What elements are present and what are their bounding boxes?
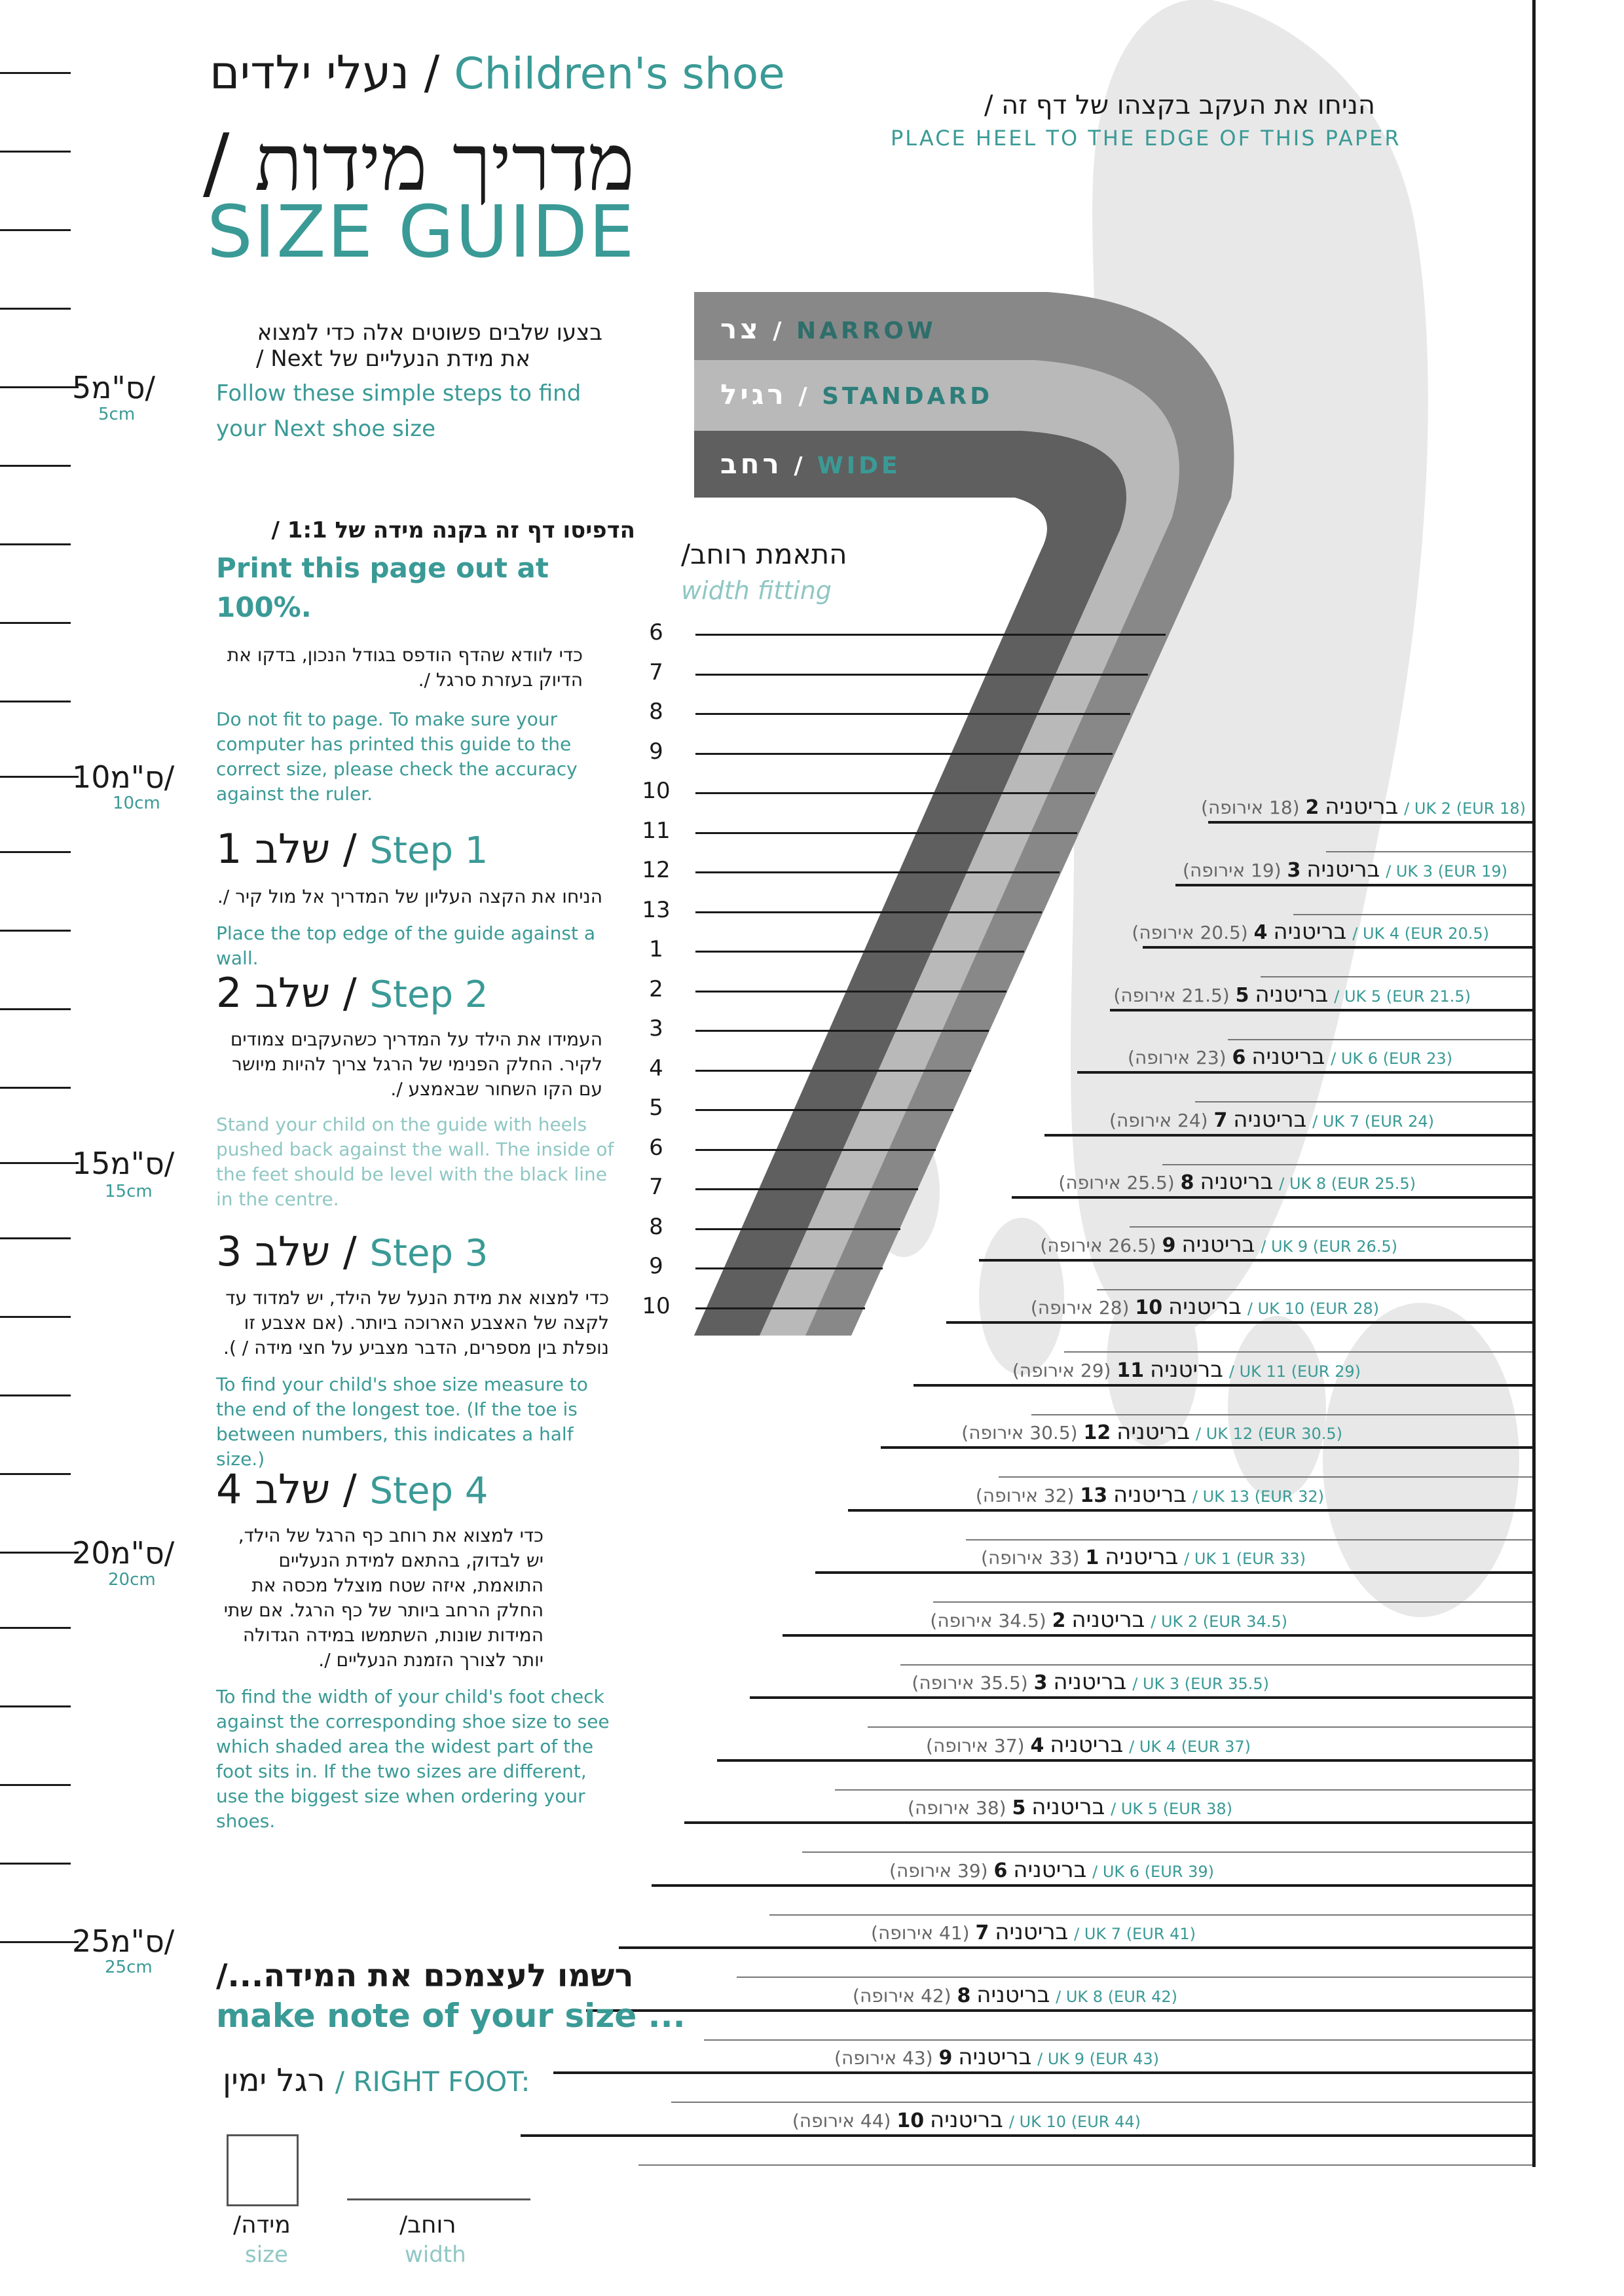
uk-label-hebrew: בריטניה xyxy=(958,2044,1032,2070)
width-line xyxy=(695,792,1095,794)
band-label-narrow: צר / NARROW xyxy=(720,313,936,345)
size-row-line xyxy=(553,2071,1532,2074)
width-number: 9 xyxy=(649,738,663,765)
size-row-label xyxy=(926,1732,1251,1758)
size-row-label xyxy=(871,1919,1196,1945)
eur-size-hebrew: (43 אירופה) xyxy=(834,2047,933,2069)
ruler-tick xyxy=(0,1473,71,1475)
step-4-hebrew: כדי למצוא את רוחב כף הרגל של הילד, יש לבדוק, בהתאם למידת הנעליים התואמת, איזה שטח מוצלל מכסה את החלק הרחב ביותר של כף הרגל. אם שתי המידות שונות, השתמשו במידה הגדולה יותר לצורך הזמנת הנעליים /. xyxy=(223,1525,544,1671)
size-row-line xyxy=(750,1696,1532,1699)
ruler-label-20: 20/ס"מ xyxy=(72,1535,175,1571)
print-hebrew: הדפיסו דף זה בקנה מידה של 1:1 / xyxy=(271,517,635,543)
size-row-line xyxy=(717,1759,1532,1762)
width-number: 4 xyxy=(649,1055,663,1082)
size-row-subline xyxy=(1261,976,1532,977)
eur-size-hebrew: (20.5 אירופה) xyxy=(1132,922,1248,943)
ruler-sublabel-20: 20cm xyxy=(108,1570,156,1590)
size-row-subline xyxy=(868,1726,1532,1728)
eur-size-hebrew: (41 אירופה) xyxy=(871,1922,970,1944)
size-row-subline xyxy=(1064,1351,1532,1353)
step-4-english: To find the width of your child's foot check against the corresponding shoe size to see which shaded area the widest part of the foot sits in. If the two sizes are different, use the biggest size when ordering your shoes. xyxy=(216,1686,610,1832)
step-1-hebrew: הניחו את הקצה העליון של המדריך אל מול קיר /. xyxy=(217,886,602,907)
intro-english: Follow these simple steps to find your Next shoe size xyxy=(216,380,581,442)
uk-label-hebrew: בריטניה xyxy=(1200,1169,1274,1195)
step-4-title: שלב 4 / Step 4 xyxy=(216,1465,489,1513)
size-row-subline xyxy=(1130,1226,1532,1228)
ruler-tick xyxy=(0,1394,71,1396)
eur-size-hebrew: (37 אירופה) xyxy=(926,1734,1025,1757)
uk-eur-english: / UK 8 (EUR 42) xyxy=(1056,1987,1177,2006)
heel-instruction-english: PLACE HEEL TO THE EDGE OF THIS PAPER xyxy=(891,126,1401,151)
step-3-title: שלב 3 / Step 3 xyxy=(216,1228,489,1275)
size-row-line xyxy=(815,1571,1532,1574)
ruler-sublabel-10: 10cm xyxy=(113,793,160,813)
uk-label-hebrew: בריטניה xyxy=(930,2106,1003,2133)
width-line xyxy=(695,1109,953,1111)
ruler-sublabel-5: 5cm xyxy=(98,405,136,424)
ruler-tick xyxy=(0,1941,79,1943)
ruler-label-15: 15/ס"מ xyxy=(72,1146,175,1181)
step-3-english: To find your child's shoe size measure to the end of the longest toe. (If the toe is between numbers, this indicates a half size.) xyxy=(216,1374,588,1470)
width-line xyxy=(695,1228,900,1230)
ruler-tick xyxy=(0,1552,79,1554)
width-fitting-english: width fitting xyxy=(681,576,832,605)
step-1-english: Place the top edge of the guide against a wall. xyxy=(216,922,596,969)
ruler-tick xyxy=(0,1863,71,1865)
ruler-tick xyxy=(0,229,71,231)
ruler-tick xyxy=(0,701,71,702)
eur-size-hebrew: (26.5 אירופה) xyxy=(1040,1234,1156,1256)
uk-size-number: 7 xyxy=(1213,1108,1228,1132)
uk-eur-english: / UK 1 (EUR 33) xyxy=(1184,1550,1306,1568)
width-number: 11 xyxy=(642,817,671,844)
eur-size-hebrew: (34.5 אירופה) xyxy=(930,1609,1046,1631)
ruler-tick xyxy=(0,1162,79,1164)
size-row-line xyxy=(979,1259,1532,1262)
uk-label-hebrew: בריטניה xyxy=(1116,1419,1190,1445)
eur-size-hebrew: (39 אירופה) xyxy=(889,1859,988,1882)
ruler-tick xyxy=(0,1705,71,1707)
ruler-tick xyxy=(0,1237,71,1239)
step-4 xyxy=(216,1465,622,1834)
size-row-label xyxy=(1183,856,1507,883)
size-row-subline xyxy=(1162,1164,1532,1165)
intro-hebrew-1: בצעו שלבים פשוטים אלה כדי למצוא xyxy=(257,319,602,346)
uk-label-hebrew: בריטניה xyxy=(976,1981,1050,2008)
step-3-hebrew: כדי למצוא את מידת הנעל של הילד, יש למדוד עד לקצה של האצבע הארוכה ביותר. (אם אצבע זו נופלת בין מספרים, הדבר מצביע על חצי מידה / ). xyxy=(223,1287,609,1358)
width-number: 9 xyxy=(649,1253,663,1279)
size-row-label xyxy=(1201,793,1526,820)
size-row-line xyxy=(652,1884,1532,1887)
width-number: 8 xyxy=(649,1213,663,1240)
uk-label-hebrew: בריטניה xyxy=(1255,981,1329,1008)
size-entry-box[interactable] xyxy=(227,2134,299,2206)
size-row-label xyxy=(834,2044,1159,2070)
uk-size-number: 12 xyxy=(1083,1421,1111,1444)
uk-size-number: 9 xyxy=(1162,1233,1176,1257)
ruler-tick xyxy=(0,308,71,310)
eur-size-hebrew: (33 אירופה) xyxy=(981,1547,1080,1569)
uk-label-hebrew: בריטניה xyxy=(1168,1294,1242,1320)
right-foot-label: רגל ימין / RIGHT FOOT: xyxy=(223,2062,530,2099)
uk-size-number: 8 xyxy=(957,1984,971,2007)
uk-eur-english: / UK 9 (EUR 26.5) xyxy=(1261,1237,1397,1256)
size-row-subline xyxy=(900,1664,1532,1666)
step-2-english: Stand your child on the guide with heels pushed back against the wall. The inside of the feet should be level with the black line in the centre. xyxy=(216,1114,614,1210)
size-row-line xyxy=(946,1321,1532,1324)
ruler-label-5: 5/ס"מ xyxy=(72,370,156,405)
size-row-label xyxy=(930,1607,1287,1633)
uk-size-number: 10 xyxy=(896,2109,925,2132)
width-line xyxy=(695,1030,989,1032)
size-row-label xyxy=(792,2107,1141,2133)
width-fitting-hebrew: התאמת רוחב/ xyxy=(681,538,847,570)
width-line xyxy=(695,753,1113,755)
note-hebrew: רשמו לעצמכם את המידה.../ xyxy=(216,1958,634,1994)
uk-label-hebrew: בריטניה xyxy=(1105,1544,1179,1570)
size-row-subline xyxy=(704,2039,1532,2041)
eur-size-hebrew: (21.5 אירופה) xyxy=(1113,984,1230,1006)
size-row-label xyxy=(1040,1231,1397,1258)
ruler-tick xyxy=(0,1316,71,1318)
uk-size-number: 6 xyxy=(993,1859,1008,1882)
width-line xyxy=(695,832,1077,834)
width-line xyxy=(695,713,1130,715)
title-small: נעלי ילדים / Children's shoe xyxy=(210,46,785,100)
print-english: Print this page out at 100%. xyxy=(216,552,549,623)
uk-label-hebrew: בריטניה xyxy=(1071,1606,1145,1633)
ruler-tick xyxy=(0,465,71,467)
uk-size-number: 5 xyxy=(1235,983,1249,1007)
width-line xyxy=(695,871,1060,873)
uk-label-hebrew: בריטניה xyxy=(1273,919,1347,945)
size-row-line xyxy=(1143,946,1532,949)
eur-size-hebrew: (23 אירופה) xyxy=(1128,1047,1227,1068)
width-number: 1 xyxy=(649,936,663,962)
eur-size-hebrew: (38 אירופה) xyxy=(908,1797,1006,1819)
size-row-subline xyxy=(966,1539,1532,1540)
ruler-tick xyxy=(0,1784,71,1786)
width-line xyxy=(695,1188,918,1190)
size-row-line xyxy=(913,1384,1532,1387)
width-number: 8 xyxy=(649,699,663,725)
width-line xyxy=(695,634,1166,636)
title-english: SIZE GUIDE xyxy=(207,190,636,274)
width-number: 10 xyxy=(642,1292,671,1319)
uk-size-number: 9 xyxy=(938,2047,953,2069)
size-row-label xyxy=(1012,1357,1361,1383)
size-row-label xyxy=(912,1669,1269,1695)
uk-label-hebrew: בריטניה xyxy=(1053,1669,1127,1695)
width-number: 10 xyxy=(642,778,671,804)
uk-eur-english: / UK 13 (EUR 32) xyxy=(1192,1487,1324,1506)
note-english: make note of your size ... xyxy=(216,1997,686,2035)
uk-size-number: 6 xyxy=(1232,1046,1246,1069)
width-number: 5 xyxy=(649,1095,663,1121)
ruler-tick xyxy=(0,1087,71,1089)
intro-hebrew-2: את מידת הנעליים של Next / xyxy=(255,346,530,372)
uk-size-number: 4 xyxy=(1253,921,1268,944)
uk-eur-english: / UK 7 (EUR 24) xyxy=(1312,1112,1434,1131)
size-row-subline xyxy=(999,1476,1532,1478)
size-row-label xyxy=(1132,919,1489,945)
eur-size-hebrew: (35.5 אירופה) xyxy=(912,1672,1028,1694)
size-row-subline xyxy=(933,1601,1532,1603)
uk-eur-english: / UK 12 (EUR 30.5) xyxy=(1195,1425,1342,1443)
ruler-tick xyxy=(0,622,71,624)
size-row-label xyxy=(961,1419,1342,1445)
size-row-label xyxy=(908,1794,1232,1820)
ruler-tick xyxy=(0,1627,71,1629)
size-row-subline xyxy=(1228,1039,1532,1040)
size-row-label xyxy=(981,1544,1306,1570)
ruler-sublabel-15: 15cm xyxy=(105,1182,153,1201)
size-row-label xyxy=(1031,1294,1379,1320)
width-line xyxy=(695,674,1148,676)
ruler-tick xyxy=(0,72,71,74)
size-row-line xyxy=(881,1446,1532,1449)
size-row-label xyxy=(1058,1169,1416,1195)
size-row-label xyxy=(1113,981,1471,1008)
uk-label-hebrew: בריטניה xyxy=(1306,856,1380,883)
print-block xyxy=(216,517,635,807)
uk-eur-english: / UK 3 (EUR 19) xyxy=(1386,862,1507,881)
uk-eur-english: / UK 5 (EUR 21.5) xyxy=(1334,987,1471,1006)
ruler-tick xyxy=(0,543,71,545)
ruler-sublabel-25: 25cm xyxy=(105,1958,153,1977)
uk-size-number: 2 xyxy=(1305,796,1320,819)
uk-size-number: 1 xyxy=(1085,1546,1099,1569)
size-row-subline xyxy=(1195,1101,1532,1102)
width-number: 6 xyxy=(649,619,663,646)
uk-eur-english: / UK 9 (EUR 43) xyxy=(1037,2050,1159,2068)
uk-label-hebrew: בריטניה xyxy=(1013,1856,1087,1883)
uk-eur-english: / UK 4 (EUR 37) xyxy=(1129,1737,1251,1756)
title-hebrew: / מדריך מידות xyxy=(203,118,635,209)
size-row-subline xyxy=(1031,1414,1532,1415)
uk-eur-english: / UK 10 (EUR 44) xyxy=(1008,2112,1141,2131)
width-number: 7 xyxy=(649,659,663,685)
size-row-line xyxy=(684,1821,1532,1824)
uk-size-number: 3 xyxy=(1287,858,1301,882)
size-row-subline xyxy=(671,2102,1532,2103)
width-number: 12 xyxy=(642,857,671,883)
ruler-tick xyxy=(0,386,79,388)
uk-size-number: 8 xyxy=(1180,1171,1194,1194)
size-row-line xyxy=(1175,884,1532,886)
width-line xyxy=(695,1307,865,1309)
print-hebrew-body: כדי לוודא שהדף הודפס בגודל הנכון, בדקו את הדיוק בעזרת סרגל /. xyxy=(227,644,583,691)
step-2 xyxy=(216,969,622,1212)
uk-eur-english: / UK 6 (EUR 39) xyxy=(1092,1862,1214,1881)
width-line xyxy=(695,1267,883,1269)
uk-label-hebrew: בריטניה xyxy=(1251,1044,1325,1070)
uk-label-hebrew: בריטניה xyxy=(1050,1731,1124,1758)
ruler-label-10: 10/ס"מ xyxy=(72,759,175,795)
uk-label-hebrew: בריטניה xyxy=(1233,1106,1307,1133)
size-row-line xyxy=(1208,821,1532,824)
uk-eur-english: / UK 2 (EUR 18) xyxy=(1404,799,1526,818)
size-row-label xyxy=(976,1482,1324,1508)
size-row-subline xyxy=(1293,914,1532,915)
uk-size-number: 11 xyxy=(1116,1358,1145,1382)
size-row-label xyxy=(853,1982,1177,2008)
size-label-english: size xyxy=(245,2242,288,2268)
width-label-hebrew: רוחב/ xyxy=(399,2212,456,2238)
width-line xyxy=(695,1070,971,1072)
uk-size-number: 5 xyxy=(1012,1796,1026,1819)
width-line xyxy=(695,991,1006,993)
size-row-line xyxy=(586,2009,1532,2012)
uk-eur-english: / UK 6 (EUR 23) xyxy=(1331,1049,1452,1068)
uk-eur-english: / UK 4 (EUR 20.5) xyxy=(1352,924,1489,943)
width-entry-line[interactable] xyxy=(347,2198,530,2200)
ruler-tick xyxy=(0,930,71,932)
width-number: 3 xyxy=(649,1015,663,1042)
size-row-line xyxy=(619,1946,1532,1949)
step-1-title: שלב 1 / Step 1 xyxy=(216,825,489,873)
step-3 xyxy=(216,1228,622,1472)
eur-size-hebrew: (44 אירופה) xyxy=(792,2109,891,2132)
band-label-wide: רחב / WIDE xyxy=(720,448,901,480)
uk-eur-english: / UK 3 (EUR 35.5) xyxy=(1132,1675,1269,1693)
size-row-line xyxy=(1012,1196,1532,1199)
size-row-subline xyxy=(638,2164,1532,2166)
page-edge-line xyxy=(1532,0,1536,2167)
ruler-tick xyxy=(0,151,71,153)
uk-label-hebrew: בריטניה xyxy=(1150,1356,1223,1383)
ruler-label-25: 25/ס"מ xyxy=(72,1923,175,1959)
size-row-label xyxy=(889,1857,1214,1883)
uk-size-number: 4 xyxy=(1030,1734,1044,1757)
ruler-tick xyxy=(0,1008,71,1010)
uk-eur-english: / UK 5 (EUR 38) xyxy=(1111,1800,1232,1818)
uk-size-number: 3 xyxy=(1033,1671,1048,1694)
size-row-label xyxy=(1109,1106,1434,1133)
band-label-standard: רגיל / STANDARD xyxy=(720,378,993,410)
uk-label-hebrew: בריטניה xyxy=(1325,793,1399,820)
width-line xyxy=(695,951,1024,953)
eur-size-hebrew: (28 אירופה) xyxy=(1030,1297,1130,1319)
size-row-line xyxy=(1077,1071,1532,1074)
uk-size-number: 7 xyxy=(975,1922,989,1944)
size-row-line xyxy=(848,1509,1532,1512)
size-row-subline xyxy=(835,1789,1532,1791)
width-number: 2 xyxy=(649,975,663,1002)
size-label-hebrew: מידה/ xyxy=(233,2212,291,2238)
eur-size-hebrew: (24 אירופה) xyxy=(1109,1109,1208,1131)
uk-eur-english: / UK 10 (EUR 28) xyxy=(1247,1300,1379,1318)
size-row-subline xyxy=(1326,851,1532,852)
intro-block xyxy=(216,319,622,446)
size-row-subline xyxy=(1097,1289,1532,1290)
step-2-title: שלב 2 / Step 2 xyxy=(216,969,489,1017)
uk-eur-english: / UK 11 (EUR 29) xyxy=(1228,1362,1361,1381)
size-row-subline xyxy=(737,1977,1532,1978)
step-1 xyxy=(216,825,622,971)
width-number: 13 xyxy=(642,896,671,923)
size-row-line xyxy=(1110,1009,1532,1011)
width-line xyxy=(695,911,1042,913)
eur-size-hebrew: (19 אירופה) xyxy=(1183,859,1282,881)
uk-eur-english: / UK 2 (EUR 34.5) xyxy=(1151,1612,1287,1631)
uk-size-number: 13 xyxy=(1080,1484,1108,1507)
eur-size-hebrew: (18 אירופה) xyxy=(1201,797,1300,818)
uk-size-number: 2 xyxy=(1052,1609,1066,1632)
size-row-line xyxy=(783,1634,1532,1637)
size-row-label xyxy=(1128,1044,1452,1070)
uk-eur-english: / UK 8 (EUR 25.5) xyxy=(1279,1175,1416,1193)
ruler-tick xyxy=(0,776,79,778)
uk-label-hebrew: בריטניה xyxy=(995,1919,1069,1945)
heel-instruction-hebrew: הניחו את העקב בקצהו של דף זה / xyxy=(984,90,1375,120)
ruler-tick xyxy=(0,851,71,853)
eur-size-hebrew: (30.5 אירופה) xyxy=(961,1422,1078,1444)
eur-size-hebrew: (25.5 אירופה) xyxy=(1058,1172,1175,1194)
eur-size-hebrew: (29 אירופה) xyxy=(1012,1359,1111,1381)
width-number: 6 xyxy=(649,1134,663,1161)
width-number: 7 xyxy=(649,1174,663,1200)
size-row-line xyxy=(1044,1134,1532,1137)
uk-label-hebrew: בריטניה xyxy=(1181,1231,1255,1258)
eur-size-hebrew: (42 אירופה) xyxy=(853,1984,951,2007)
uk-size-number: 10 xyxy=(1135,1296,1163,1319)
step-2-hebrew: העמידו את הילד על המדריך כשהעקבים צמודים לקיר. החלק הפנימי של הרגל צריך להיות מיושר עם הקו השחור שבאמצע /. xyxy=(230,1029,602,1100)
eur-size-hebrew: (32 אירופה) xyxy=(975,1484,1075,1506)
size-row-subline xyxy=(802,1851,1532,1853)
width-line xyxy=(695,1149,936,1151)
uk-label-hebrew: בריטניה xyxy=(1113,1481,1187,1508)
width-label-english: width xyxy=(405,2242,466,2268)
uk-label-hebrew: בריטניה xyxy=(1031,1794,1105,1820)
size-row-subline xyxy=(769,1914,1532,1916)
uk-eur-english: / UK 7 (EUR 41) xyxy=(1074,1925,1196,1943)
print-english-body: Do not fit to page. To make sure your computer has printed this guide to the correct size, please check the accuracy against the ruler. xyxy=(216,708,578,805)
size-row-line xyxy=(521,2134,1532,2137)
